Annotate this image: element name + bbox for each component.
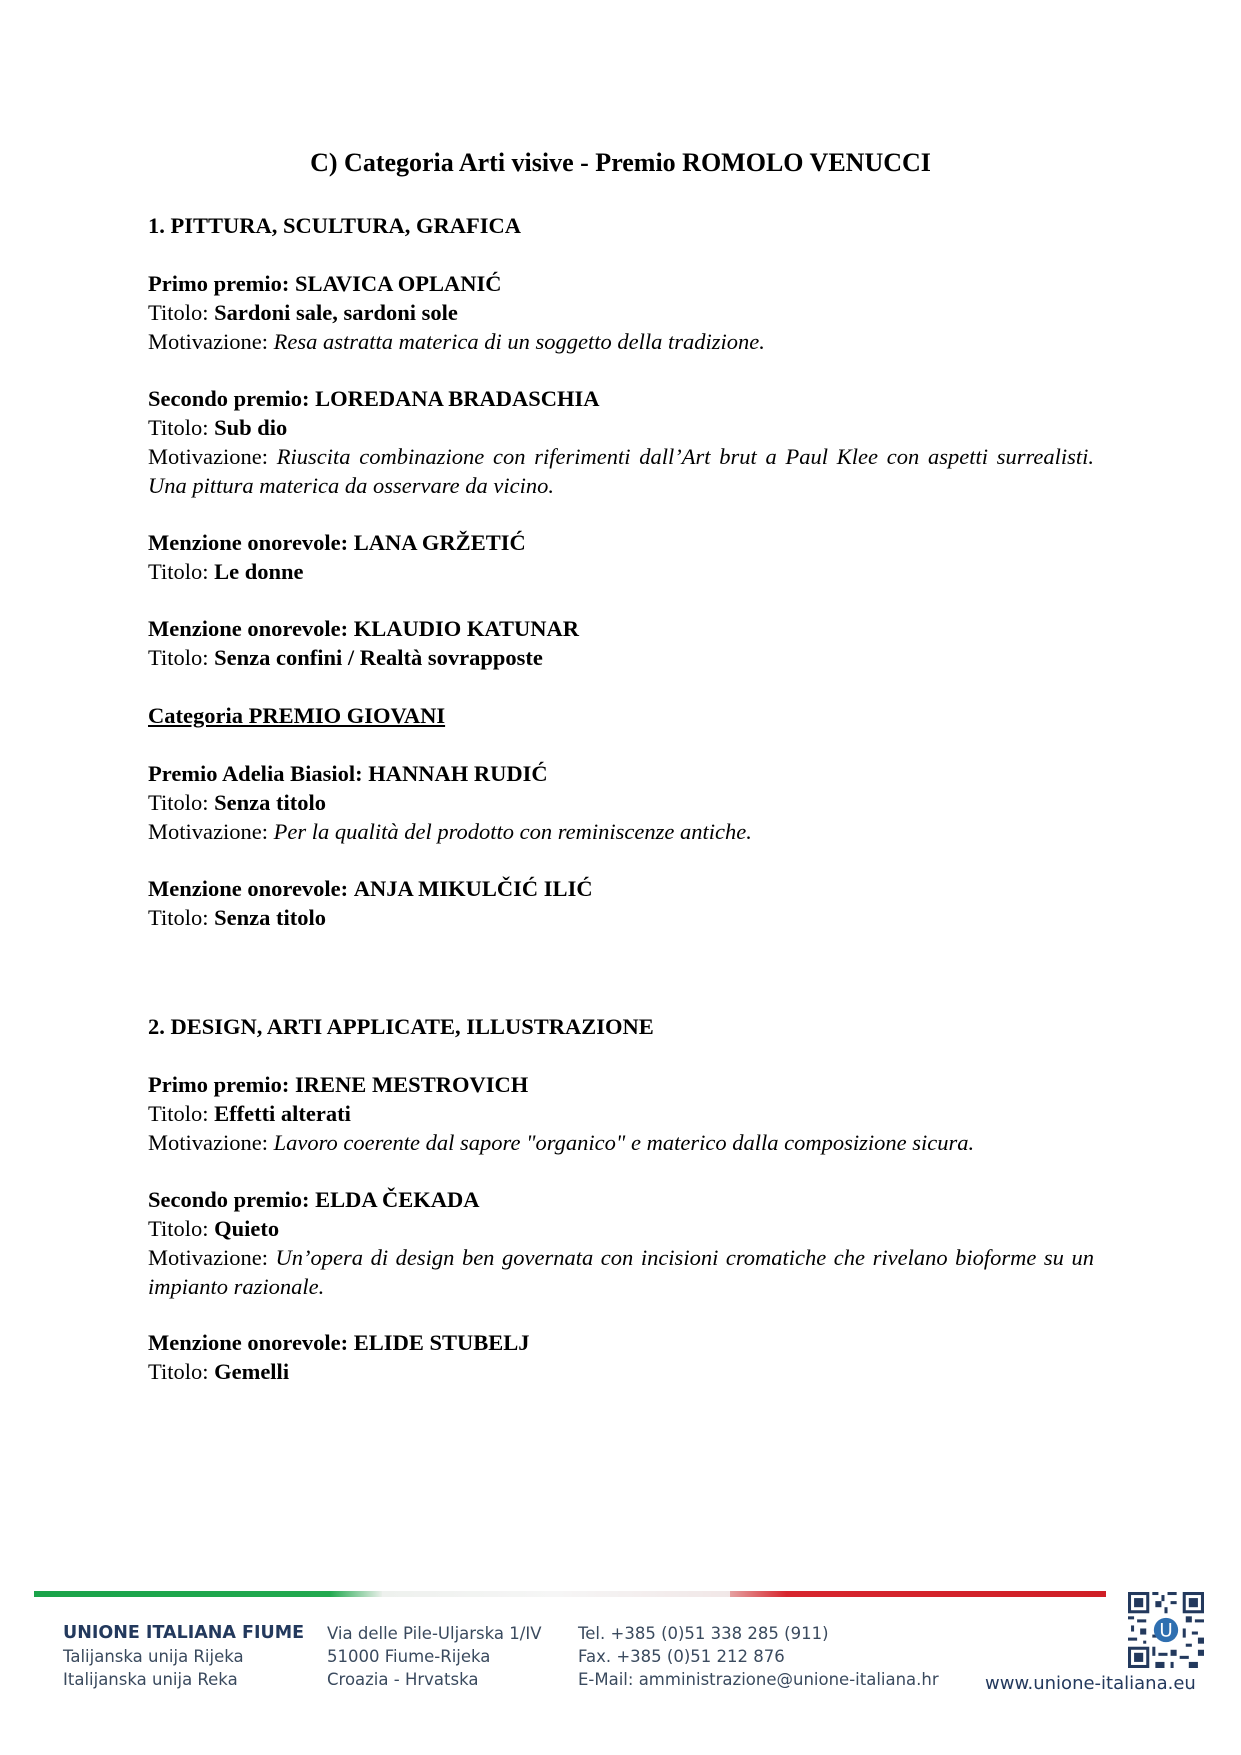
entry-secondo-premio-2: Secondo premio: ELDA ČEKADA Titolo: Quieto Motivazione: Un’opera di design ben governata con incisioni cromatiche che rivelano bioforme su un impianto razionale. [148, 1187, 1094, 1299]
page-title: C) Categoria Arti visive - Premio ROMOLO VENUCCI [310, 148, 931, 177]
entry-menzione-1: Menzione onorevole: LANA GRŽETIĆ Titolo: Le donne [148, 530, 526, 584]
footer-bar-green [34, 1591, 382, 1597]
footer-website-link[interactable]: www.unione-italiana.eu [985, 1673, 1196, 1694]
footer-address: Via delle Pile-Uljarska 1/IV 51000 Fiume-Rijeka Croazia - Hrvatska [327, 1624, 542, 1689]
entry-primo-premio-2: Primo premio: IRENE MESTROVICH Titolo: Effetti alterati Motivazione: Lavoro coerente dal sapore "organico" e materico dalla composizione sicura. [148, 1072, 975, 1155]
footer-contacts: Tel. +385 (0)51 338 285 (911) Fax. +385 (0)51 212 876 E-Mail: amministrazione@unione-italiana.hr [578, 1624, 939, 1689]
section-2-title: 2. DESIGN, ARTI APPLICATE, ILLUSTRAZIONE [148, 1014, 654, 1039]
entry-primo-premio-1: Primo premio: SLAVICA OPLANIĆ Titolo: Sardoni sale, sardoni sole Motivazione: Resa astratta materica di un soggetto della tradizione. [148, 271, 765, 354]
section-1-title: 1. PITTURA, SCULTURA, GRAFICA [148, 213, 521, 238]
entry-menzione-giovani: Menzione onorevole: ANJA MIKULČIĆ ILIĆ Titolo: Senza titolo [148, 876, 593, 930]
footer-bar-white [382, 1591, 730, 1597]
entry-menzione-3: Menzione onorevole: ELIDE STUBELJ Titolo: Gemelli [148, 1330, 530, 1384]
entry-menzione-2: Menzione onorevole: KLAUDIO KATUNAR Titolo: Senza confini / Realtà sovrapposte [148, 616, 580, 670]
giovani-heading: Categoria PREMIO GIOVANI [148, 703, 446, 728]
svg-text:U: U [1159, 1620, 1173, 1642]
footer-org: UNIONE ITALIANA FIUME Talijanska unija Rijeka Italijanska unija Reka [63, 1623, 305, 1689]
footer-bar-red [730, 1591, 1106, 1597]
qr-code-icon [1128, 1592, 1204, 1668]
entry-secondo-premio-1: Secondo premio: LOREDANA BRADASCHIA Titolo: Sub dio Motivazione: Riuscita combinazione con riferimenti dall’Art brut a Paul Klee con aspetti surrealisti. Una pittura materica da osservare da vicino. [148, 386, 1095, 498]
entry-premio-giovani: Premio Adelia Biasiol: HANNAH RUDIĆ Titolo: Senza titolo Motivazione: Per la qualità del prodotto con reminiscenze antiche. [148, 761, 752, 844]
